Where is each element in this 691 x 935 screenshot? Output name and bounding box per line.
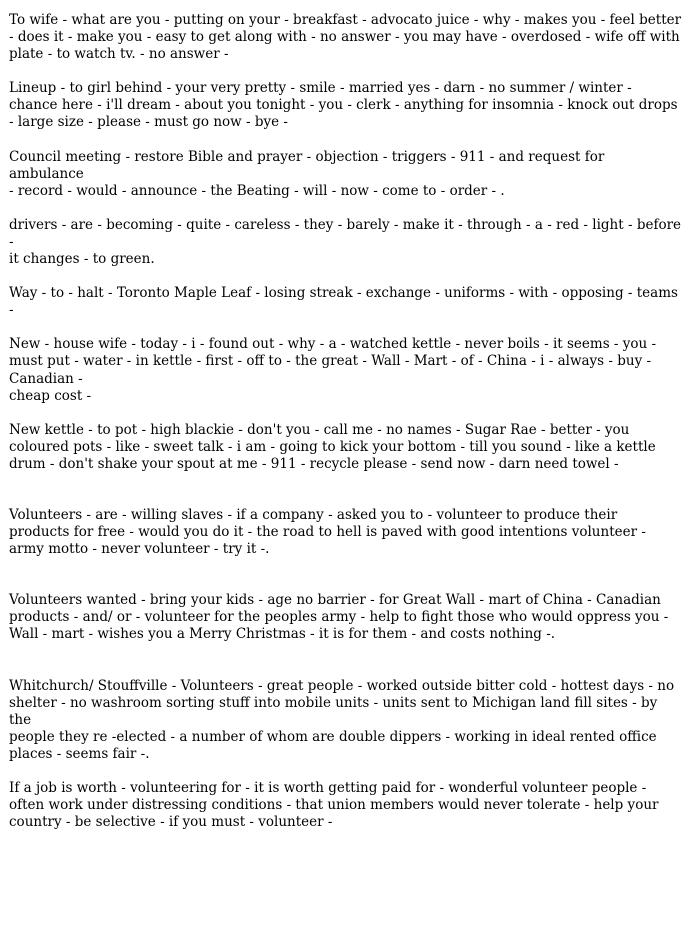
paragraph-new-kettle: New kettle - to pot - high blackie - don't you - call me - no names - Sugar Rae - better - you coloured pots - like - sweet talk - i am - going to kick your bottom - till you sound - like a kettle drum - don't shake your spout at me - 911 - recycle please - send now - darn need towel -	[9, 421, 656, 472]
paragraph-spacer	[9, 132, 683, 149]
paragraph-spacer	[9, 405, 683, 422]
paragraph-spacer	[9, 644, 683, 678]
paragraph-council-meeting: Council meeting - restore Bible and prayer - objection - triggers - 911 - and request for ambulance - record - would - announce - the Beating - will - now - come to - order - .	[9, 148, 605, 199]
paragraph-drivers: drivers - are - becoming - quite - careless - they - barely - make it - through - a - red - light - before - it changes - to green.	[9, 216, 682, 268]
paragraph-spacer	[9, 558, 683, 592]
paragraph-wife-breakfast: To wife - what are you - putting on your - breakfast - advocato juice - why - makes you - feel better - does it - make you - easy to get along with - no answer - you may have - overdosed - wife off with plate - to watch tv. - no answer -	[9, 12, 682, 63]
paragraph-spacer	[9, 268, 683, 285]
paragraph-lineup: Lineup - to girl behind - your very pretty - smile - married yes - darn - no summer / winter - chance here - i'll dream - about you tonight - you - clerk - anything for insomnia - knock out drops - large size - please - must go now - bye -	[9, 80, 678, 131]
paragraph-spacer	[9, 763, 683, 780]
paragraph-spacer	[9, 200, 683, 217]
paragraph-spacer	[9, 63, 683, 80]
paragraph-spacer	[9, 473, 683, 507]
paragraph-whitchurch: Whitchurch/ Stouffville - Volunteers - great people - worked outside bitter cold - hottest days - no shelter - no washroom sorting stuff into mobile units - units sent to Michigan land fill sites - by the people they re -elected - a number of whom are double dippers - working in ideal rented office places - seems fair -.	[9, 677, 675, 762]
paragraph-job-worth: If a job is worth - volunteering for - it is worth getting paid for - wonderful volunteer people - often work under distressing conditions - that union members would never tolerate - help your country - be selective - if you must - volunteer -	[9, 780, 659, 831]
paragraph-house-wife: New - house wife - today - i - found out - why - a - watched kettle - never boils - it seems - you - must put - water - in kettle - first - off to - the great - Wall - Mart - of - China - i - always - buy - Canadian - cheap cost -	[9, 336, 657, 404]
paragraph-volunteers-wanted: Volunteers wanted - bring your kids - age no barrier - for Great Wall - mart of China - Canadian products - and/ or - volunteer for the peoples army - help to fight those who would oppress you - Wall - mart - wishes you a Merry Christmas - it is for them - and costs nothing -.	[9, 592, 669, 643]
paragraph-spacer	[9, 319, 683, 336]
paragraph-maple-leaf: Way - to - halt - Toronto Maple Leaf - losing streak - exchange - uniforms - with - opposing - teams -	[9, 285, 678, 319]
paragraph-volunteers-slaves: Volunteers - are - willing slaves - if a company - asked you to - volunteer to produce their products for free - would you do it - the road to hell is paved with good intentions volunteer - army motto - never volunteer - try it -.	[9, 506, 646, 558]
